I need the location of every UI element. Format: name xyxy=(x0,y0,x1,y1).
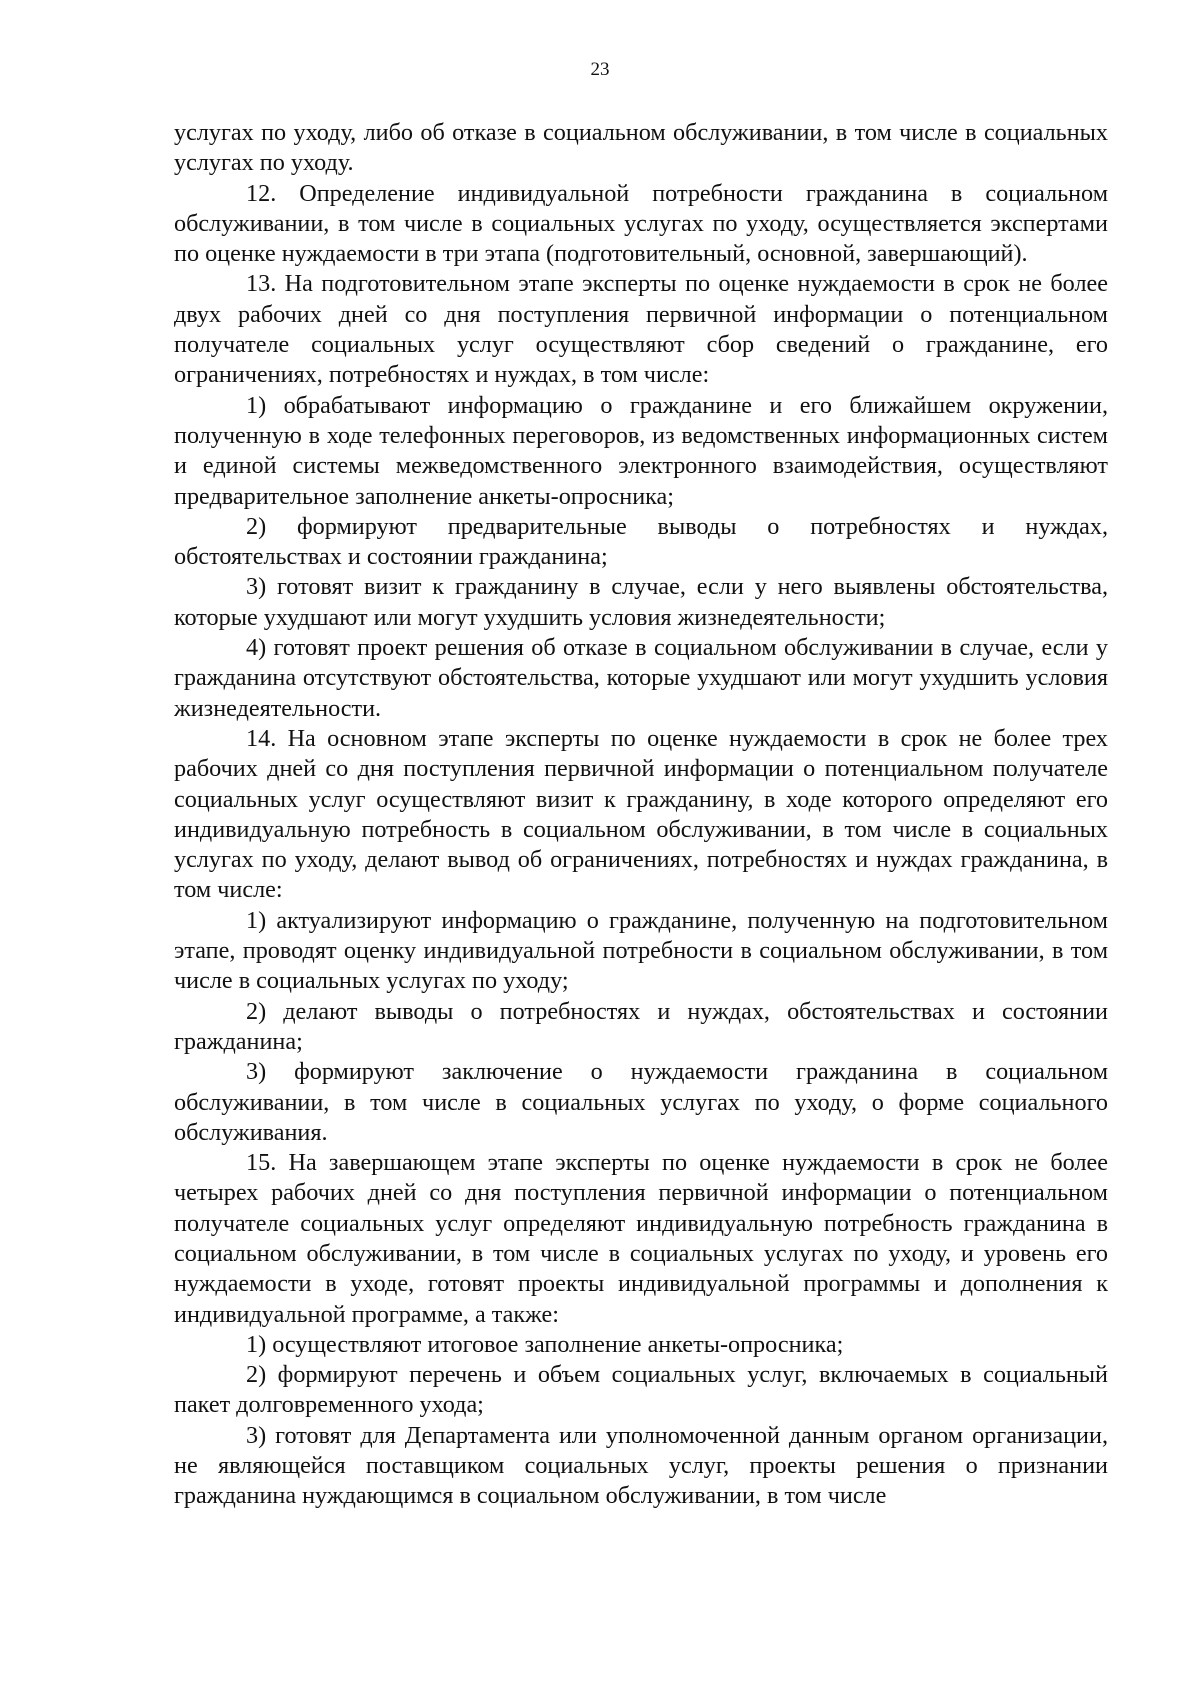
paragraph: 3) формируют заключение о нуждаемости гражданина в социальном обслуживании, в том числе в социальных услугах по уходу, о форме социального обслуживания. xyxy=(174,1058,1108,1146)
paragraph: услугах по уходу, либо об отказе в социальном обслуживании, в том числе в социальных услугах по уходу. xyxy=(174,119,1108,177)
paragraph: 3) готовят для Департамента или уполномоченной данным органом организации, не являющейся поставщиком социальных услуг, проекты решения о признании гражданина нуждающимся в социальном обслуживании, в том числе xyxy=(174,1421,1108,1510)
paragraph: 2) делают выводы о потребностях и нуждах, обстоятельствах и состоянии гражданина; xyxy=(174,997,1108,1055)
page-number: 23 xyxy=(590,59,610,80)
paragraph: 1) обрабатывают информацию о гражданине и его ближайшем окружении, полученную в ходе телефонных переговоров, из ведомственных информационных систем и единой системы межведомственного электронного взаимодействия, осуществляют предварительное заполнение анкеты-опросника; xyxy=(174,391,1108,510)
paragraph: 2) формируют предварительные выводы о потребностях и нуждах, обстоятельствах и состоянии гражданина; xyxy=(174,512,1108,571)
paragraph: 1) актуализируют информацию о гражданине, полученную на подготовительном этапе, проводят оценку индивидуальной потребности в социальном обслуживании, в том числе в социальных услугах по уходу; xyxy=(174,906,1108,995)
paragraph: 14. На основном этапе эксперты по оценке нуждаемости в срок не более трех рабочих дней со дня поступления первичной информации о потенциальном получателе социальных услуг осуществляют визит к гражданину, в ходе которого определяют его индивидуальную потребность в социальном обслуживании, в том числе в социальных услугах по уходу, делают вывод об ограничениях, потребностях и нуждах гражданина, в том числе: xyxy=(174,724,1108,904)
paragraph: 13. На подготовительном этапе эксперты по оценке нуждаемости в срок не более двух рабочих дней со дня поступления первичной информации о потенциальном получателе социальных услуг осуществляют сбор сведений о гражданине, его ограничениях, потребностях и нуждах, в том числе: xyxy=(174,270,1108,389)
paragraph: 12. Определение индивидуальной потребности гражданина в социальном обслуживании, в том числе в социальных услугах по уходу, осуществляется экспертами по оценке нуждаемости в три этапа (подготовительный, основной, завершающий). xyxy=(174,179,1108,268)
document-body xyxy=(174,118,1108,1512)
paragraph: 2) формируют перечень и объем социальных услуг, включаемых в социальный пакет долговременного ухода; xyxy=(174,1361,1108,1419)
paragraph: 3) готовят визит к гражданину в случае, если у него выявлены обстоятельства, которые ухудшают или могут ухудшить условия жизнедеятельности; xyxy=(174,573,1108,631)
paragraph: 15. На завершающем этапе эксперты по оценке нуждаемости в срок не более четырех рабочих дней со дня поступления первичной информации о потенциальном получателе социальных услуг определяют индивидуальную потребность гражданина в социальном обслуживании, в том числе в социальных услугах по уходу, и уровень его нуждаемости в уходе, готовят проекты индивидуальной программы и дополнения к индивидуальной программе, а также: xyxy=(174,1149,1108,1328)
paragraph: 4) готовят проект решения об отказе в социальном обслуживании в случае, если у гражданина отсутствуют обстоятельства, которые ухудшают или могут ухудшить условия жизнедеятельности. xyxy=(174,634,1108,722)
paragraph: 1) осуществляют итоговое заполнение анкеты-опросника; xyxy=(246,1330,844,1358)
